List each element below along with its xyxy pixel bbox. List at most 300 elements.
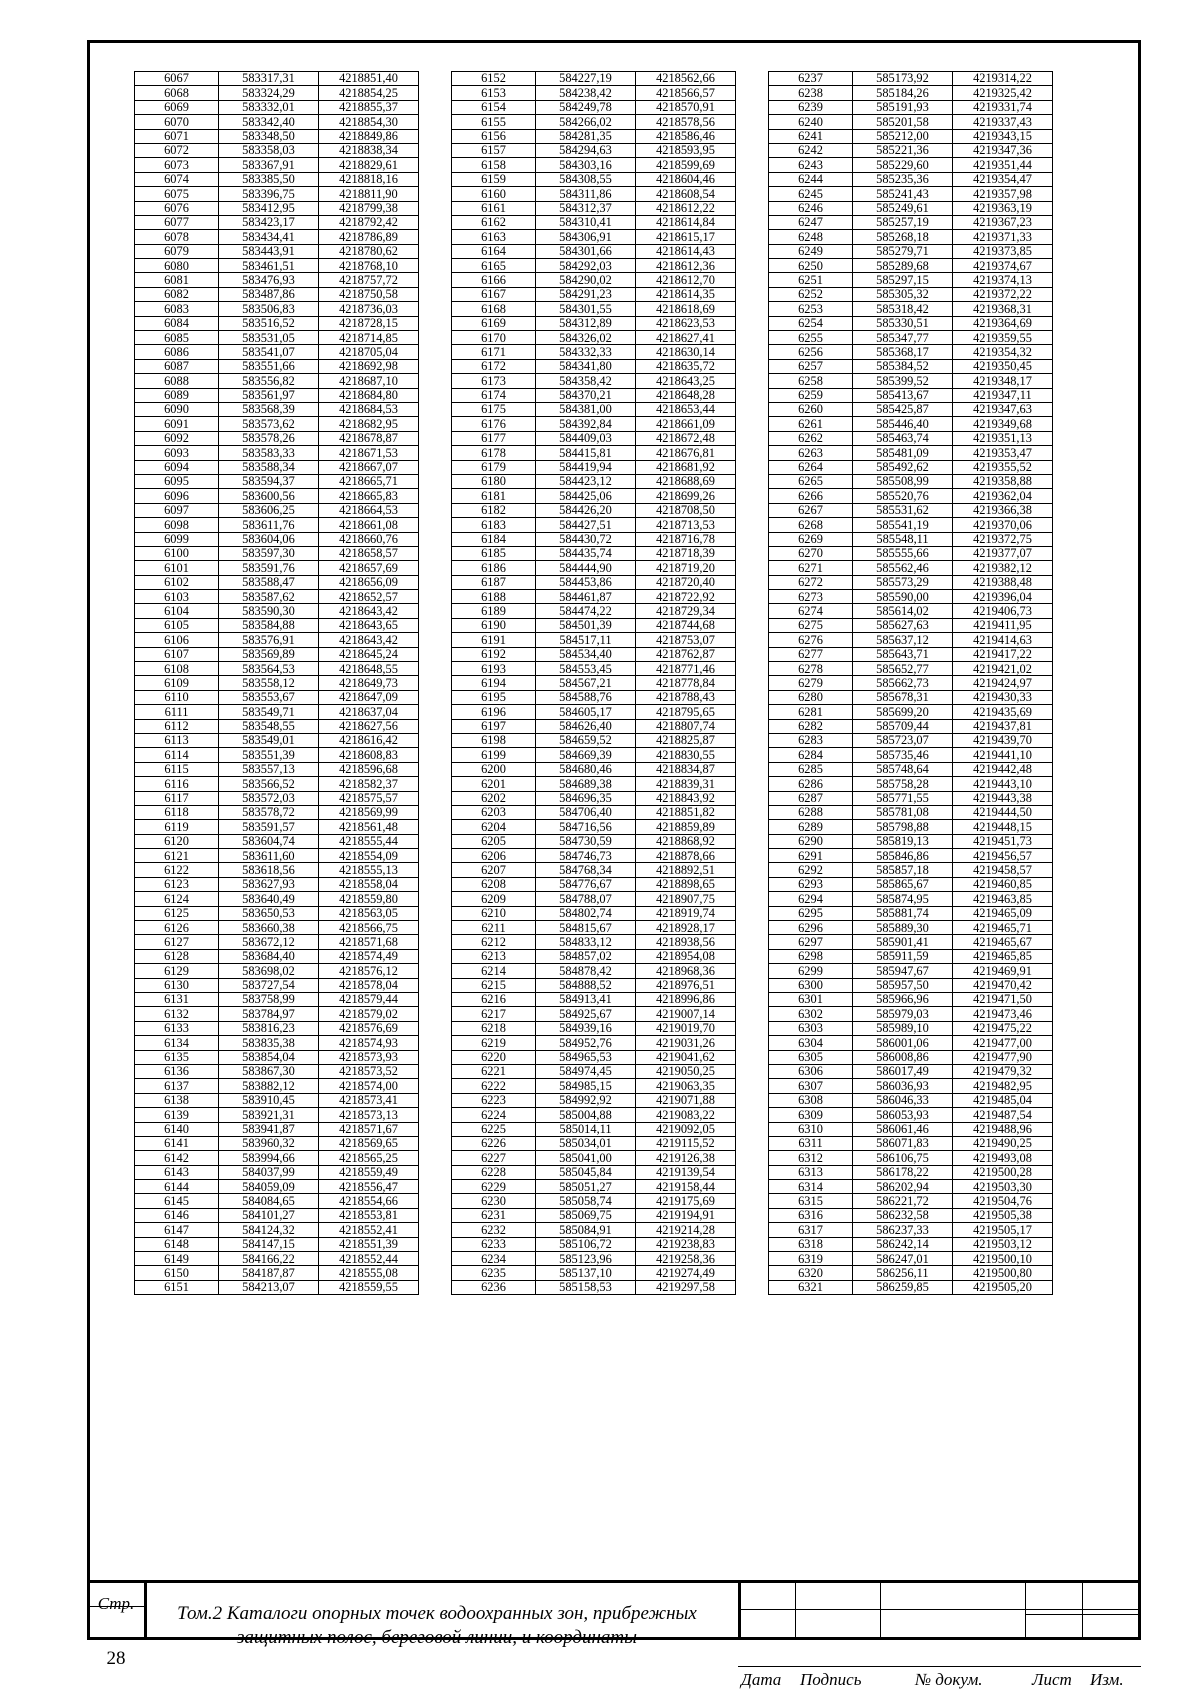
x-coordinate-cell: 584788,07 — [536, 892, 636, 906]
x-coordinate-cell: 586036,93 — [853, 1079, 953, 1093]
y-coordinate-cell: 4219297,58 — [636, 1280, 736, 1294]
y-coordinate-cell: 4219139,54 — [636, 1165, 736, 1179]
point-number-cell: 6216 — [452, 993, 536, 1007]
point-number-cell: 6226 — [452, 1136, 536, 1150]
x-coordinate-cell: 583854,04 — [219, 1050, 319, 1064]
y-coordinate-cell: 4219417,22 — [953, 647, 1053, 661]
table-row — [135, 1021, 419, 1035]
x-coordinate-cell: 583578,26 — [219, 431, 319, 445]
stamp-divider — [1025, 1614, 1141, 1615]
point-number-cell: 6302 — [769, 1007, 853, 1021]
point-number-cell: 6141 — [135, 1136, 219, 1150]
y-coordinate-cell: 4218664,53 — [319, 503, 419, 517]
y-coordinate-cell: 4218658,57 — [319, 546, 419, 560]
point-number-cell: 6131 — [135, 993, 219, 1007]
point-number-cell: 6110 — [135, 690, 219, 704]
y-coordinate-cell: 4218661,08 — [319, 518, 419, 532]
point-number-cell: 6087 — [135, 359, 219, 373]
point-number-cell: 6308 — [769, 1093, 853, 1107]
x-coordinate-cell: 585562,46 — [853, 561, 953, 575]
point-number-cell: 6201 — [452, 777, 536, 791]
table-row — [452, 1093, 736, 1107]
table-row — [135, 273, 419, 287]
table-row — [135, 230, 419, 244]
x-coordinate-cell: 583569,89 — [219, 647, 319, 661]
x-coordinate-cell: 586237,33 — [853, 1223, 953, 1237]
table-row — [452, 417, 736, 431]
point-number-cell: 6157 — [452, 143, 536, 157]
table-row — [135, 1180, 419, 1194]
y-coordinate-cell: 4218843,92 — [636, 791, 736, 805]
x-coordinate-cell: 584776,67 — [536, 877, 636, 891]
x-coordinate-cell: 585289,68 — [853, 259, 953, 273]
table-row — [769, 1050, 1053, 1064]
table-row — [769, 446, 1053, 460]
table-row — [135, 590, 419, 604]
y-coordinate-cell: 4218788,43 — [636, 690, 736, 704]
y-coordinate-cell: 4219479,32 — [953, 1064, 1053, 1078]
y-coordinate-cell: 4219367,23 — [953, 215, 1053, 229]
y-coordinate-cell: 4219126,38 — [636, 1151, 736, 1165]
point-number-cell: 6119 — [135, 820, 219, 834]
y-coordinate-cell: 4218645,24 — [319, 647, 419, 661]
table-row — [769, 662, 1053, 676]
y-coordinate-cell: 4218665,71 — [319, 474, 419, 488]
y-coordinate-cell: 4218566,75 — [319, 921, 419, 935]
table-row — [769, 244, 1053, 258]
x-coordinate-cell: 583385,50 — [219, 172, 319, 186]
point-number-cell: 6265 — [769, 474, 853, 488]
table-row — [135, 546, 419, 560]
table-row — [452, 1280, 736, 1294]
x-coordinate-cell: 585957,50 — [853, 978, 953, 992]
y-coordinate-cell: 4219337,43 — [953, 115, 1053, 129]
x-coordinate-cell: 583921,31 — [219, 1108, 319, 1122]
table-row — [135, 1136, 419, 1150]
point-number-cell: 6309 — [769, 1108, 853, 1122]
y-coordinate-cell: 4218744,68 — [636, 618, 736, 632]
y-coordinate-cell: 4218618,69 — [636, 302, 736, 316]
point-number-cell: 6257 — [769, 359, 853, 373]
y-coordinate-cell: 4219377,07 — [953, 546, 1053, 560]
x-coordinate-cell: 584341,80 — [536, 359, 636, 373]
point-number-cell: 6170 — [452, 331, 536, 345]
table-row — [452, 518, 736, 532]
table-row — [135, 518, 419, 532]
point-number-cell: 6118 — [135, 805, 219, 819]
x-coordinate-cell: 585865,67 — [853, 877, 953, 891]
table-row — [769, 647, 1053, 661]
x-coordinate-cell: 585874,95 — [853, 892, 953, 906]
table-row — [452, 877, 736, 891]
x-coordinate-cell: 584992,92 — [536, 1093, 636, 1107]
point-number-cell: 6069 — [135, 100, 219, 114]
x-coordinate-cell: 584266,02 — [536, 115, 636, 129]
x-coordinate-cell: 584626,40 — [536, 719, 636, 733]
y-coordinate-cell: 4218579,44 — [319, 993, 419, 1007]
table-row — [452, 1122, 736, 1136]
y-coordinate-cell: 4218599,69 — [636, 158, 736, 172]
table-row — [135, 1208, 419, 1222]
x-coordinate-cell: 585662,73 — [853, 676, 953, 690]
y-coordinate-cell: 4218574,49 — [319, 949, 419, 963]
x-coordinate-cell: 586232,58 — [853, 1208, 953, 1222]
y-coordinate-cell: 4219331,74 — [953, 100, 1053, 114]
point-number-cell: 6232 — [452, 1223, 536, 1237]
y-coordinate-cell: 4219071,88 — [636, 1093, 736, 1107]
y-coordinate-cell: 4218648,28 — [636, 388, 736, 402]
y-coordinate-cell: 4218643,42 — [319, 633, 419, 647]
point-number-cell: 6217 — [452, 1007, 536, 1021]
y-coordinate-cell: 4219448,15 — [953, 820, 1053, 834]
x-coordinate-cell: 584312,89 — [536, 316, 636, 330]
table-row — [135, 417, 419, 431]
y-coordinate-cell: 4219477,90 — [953, 1050, 1053, 1064]
point-number-cell: 6220 — [452, 1050, 536, 1064]
table-row — [769, 1194, 1053, 1208]
point-number-cell: 6081 — [135, 273, 219, 287]
x-coordinate-cell: 583342,40 — [219, 115, 319, 129]
table-row — [769, 201, 1053, 215]
x-coordinate-cell: 583548,55 — [219, 719, 319, 733]
table-row — [452, 906, 736, 920]
x-coordinate-cell: 584281,35 — [536, 129, 636, 143]
table-row — [135, 1122, 419, 1136]
table-row — [452, 647, 736, 661]
x-coordinate-cell: 583606,25 — [219, 503, 319, 517]
y-coordinate-cell: 4218825,87 — [636, 733, 736, 747]
x-coordinate-cell: 584425,06 — [536, 489, 636, 503]
y-coordinate-cell: 4218614,43 — [636, 244, 736, 258]
point-number-cell: 6231 — [452, 1208, 536, 1222]
point-number-cell: 6109 — [135, 676, 219, 690]
point-number-cell: 6181 — [452, 489, 536, 503]
point-number-cell: 6293 — [769, 877, 853, 891]
table-row — [135, 115, 419, 129]
table-row — [452, 834, 736, 848]
x-coordinate-cell: 583423,17 — [219, 215, 319, 229]
point-number-cell: 6114 — [135, 748, 219, 762]
point-number-cell: 6101 — [135, 561, 219, 575]
table-row — [135, 618, 419, 632]
page-number: 28 — [106, 1648, 126, 1669]
table-row — [769, 1237, 1053, 1251]
x-coordinate-cell: 583367,91 — [219, 158, 319, 172]
table-row — [135, 748, 419, 762]
y-coordinate-cell: 4218643,42 — [319, 604, 419, 618]
point-number-cell: 6075 — [135, 187, 219, 201]
table-row — [452, 489, 736, 503]
table-row — [769, 762, 1053, 776]
table-row — [769, 1122, 1053, 1136]
table-row — [769, 676, 1053, 690]
x-coordinate-cell: 584430,72 — [536, 532, 636, 546]
x-coordinate-cell: 584952,76 — [536, 1036, 636, 1050]
point-number-cell: 6207 — [452, 863, 536, 877]
x-coordinate-cell: 585041,00 — [536, 1151, 636, 1165]
table-row — [135, 705, 419, 719]
x-coordinate-cell: 584301,66 — [536, 244, 636, 258]
table-row — [769, 690, 1053, 704]
point-number-cell: 6244 — [769, 172, 853, 186]
y-coordinate-cell: 4218559,80 — [319, 892, 419, 906]
x-coordinate-cell: 583551,66 — [219, 359, 319, 373]
point-number-cell: 6111 — [135, 705, 219, 719]
y-coordinate-cell: 4219238,83 — [636, 1237, 736, 1251]
x-coordinate-cell: 583600,56 — [219, 489, 319, 503]
x-coordinate-cell: 585614,02 — [853, 604, 953, 618]
table-row — [452, 230, 736, 244]
x-coordinate-cell: 585106,72 — [536, 1237, 636, 1251]
y-coordinate-cell: 4219366,38 — [953, 503, 1053, 517]
table-row — [452, 978, 736, 992]
table-row — [135, 921, 419, 935]
table-row — [135, 777, 419, 791]
table-row — [135, 431, 419, 445]
point-number-cell: 6160 — [452, 187, 536, 201]
table-row — [769, 733, 1053, 747]
table-row — [452, 446, 736, 460]
stamp-divider — [880, 1580, 881, 1640]
y-coordinate-cell: 4218762,87 — [636, 647, 736, 661]
y-coordinate-cell: 4218729,34 — [636, 604, 736, 618]
table-row — [769, 115, 1053, 129]
table-row — [452, 503, 736, 517]
y-coordinate-cell: 4218928,17 — [636, 921, 736, 935]
x-coordinate-cell: 583516,52 — [219, 316, 319, 330]
y-coordinate-cell: 4218554,66 — [319, 1194, 419, 1208]
table-row — [769, 431, 1053, 445]
y-coordinate-cell: 4218795,65 — [636, 705, 736, 719]
x-coordinate-cell: 585051,27 — [536, 1180, 636, 1194]
x-coordinate-cell: 585212,00 — [853, 129, 953, 143]
y-coordinate-cell: 4218778,84 — [636, 676, 736, 690]
point-number-cell: 6320 — [769, 1266, 853, 1280]
y-coordinate-cell: 4218627,41 — [636, 331, 736, 345]
point-number-cell: 6137 — [135, 1079, 219, 1093]
table-row — [135, 172, 419, 186]
x-coordinate-cell: 583597,30 — [219, 546, 319, 560]
y-coordinate-cell: 4218671,53 — [319, 446, 419, 460]
point-number-cell: 6240 — [769, 115, 853, 129]
y-coordinate-cell: 4219421,02 — [953, 662, 1053, 676]
point-number-cell: 6116 — [135, 777, 219, 791]
table-row — [769, 273, 1053, 287]
table-row — [135, 719, 419, 733]
table-row — [452, 618, 736, 632]
point-number-cell: 6197 — [452, 719, 536, 733]
table-row — [452, 402, 736, 416]
point-number-cell: 6148 — [135, 1237, 219, 1251]
table-row — [452, 374, 736, 388]
x-coordinate-cell: 584311,86 — [536, 187, 636, 201]
table-row — [135, 1280, 419, 1294]
table-row — [452, 733, 736, 747]
x-coordinate-cell: 583358,03 — [219, 143, 319, 157]
point-number-cell: 6281 — [769, 705, 853, 719]
table-row — [769, 230, 1053, 244]
point-number-cell: 6306 — [769, 1064, 853, 1078]
table-row — [769, 849, 1053, 863]
point-number-cell: 6321 — [769, 1280, 853, 1294]
x-coordinate-cell: 585819,13 — [853, 834, 953, 848]
point-number-cell: 6115 — [135, 762, 219, 776]
table-row — [135, 892, 419, 906]
table-row — [135, 791, 419, 805]
point-number-cell: 6158 — [452, 158, 536, 172]
y-coordinate-cell: 4219325,42 — [953, 86, 1053, 100]
x-coordinate-cell: 584669,39 — [536, 748, 636, 762]
table-row — [769, 1223, 1053, 1237]
x-coordinate-cell: 585229,60 — [853, 158, 953, 172]
x-coordinate-cell: 583594,37 — [219, 474, 319, 488]
point-number-cell: 6224 — [452, 1108, 536, 1122]
y-coordinate-cell: 4219371,33 — [953, 230, 1053, 244]
y-coordinate-cell: 4218552,41 — [319, 1223, 419, 1237]
y-coordinate-cell: 4218996,86 — [636, 993, 736, 1007]
x-coordinate-cell: 583578,72 — [219, 805, 319, 819]
y-coordinate-cell: 4218728,15 — [319, 316, 419, 330]
x-coordinate-cell: 584101,27 — [219, 1208, 319, 1222]
x-coordinate-cell: 585268,18 — [853, 230, 953, 244]
table-row — [769, 964, 1053, 978]
table-row — [769, 834, 1053, 848]
point-number-cell: 6262 — [769, 431, 853, 445]
point-number-cell: 6144 — [135, 1180, 219, 1194]
table-row — [135, 402, 419, 416]
x-coordinate-cell: 583506,83 — [219, 302, 319, 316]
x-coordinate-cell: 583835,38 — [219, 1036, 319, 1050]
y-coordinate-cell: 4219158,44 — [636, 1180, 736, 1194]
x-coordinate-cell: 584423,12 — [536, 474, 636, 488]
y-coordinate-cell: 4218612,70 — [636, 273, 736, 287]
y-coordinate-cell: 4218608,54 — [636, 187, 736, 201]
y-coordinate-cell: 4219463,85 — [953, 892, 1053, 906]
point-number-cell: 6215 — [452, 978, 536, 992]
table-row — [135, 1064, 419, 1078]
x-coordinate-cell: 585201,58 — [853, 115, 953, 129]
point-number-cell: 6277 — [769, 647, 853, 661]
y-coordinate-cell: 4219493,08 — [953, 1151, 1053, 1165]
point-number-cell: 6136 — [135, 1064, 219, 1078]
point-number-cell: 6276 — [769, 633, 853, 647]
y-coordinate-cell: 4218834,87 — [636, 762, 736, 776]
table-row — [769, 863, 1053, 877]
document-title: Том.2 Каталоги опорных точек водоохранных зон, прибрежных защитных полос, береговой линии, и координаты — [177, 1603, 697, 1648]
point-number-cell: 6077 — [135, 215, 219, 229]
x-coordinate-cell: 585846,86 — [853, 849, 953, 863]
point-number-cell: 6270 — [769, 546, 853, 560]
x-coordinate-cell: 584332,33 — [536, 345, 636, 359]
table-row — [452, 316, 736, 330]
y-coordinate-cell: 4219477,00 — [953, 1036, 1053, 1050]
y-coordinate-cell: 4218573,41 — [319, 1093, 419, 1107]
table-row — [135, 331, 419, 345]
table-row — [769, 374, 1053, 388]
x-coordinate-cell: 583727,54 — [219, 978, 319, 992]
point-number-cell: 6147 — [135, 1223, 219, 1237]
point-number-cell: 6202 — [452, 791, 536, 805]
x-coordinate-cell: 585330,51 — [853, 316, 953, 330]
x-coordinate-cell: 584925,67 — [536, 1007, 636, 1021]
y-coordinate-cell: 4219406,73 — [953, 604, 1053, 618]
point-number-cell: 6314 — [769, 1180, 853, 1194]
point-number-cell: 6283 — [769, 733, 853, 747]
table-row — [135, 1151, 419, 1165]
x-coordinate-cell: 583572,03 — [219, 791, 319, 805]
table-row — [769, 705, 1053, 719]
x-coordinate-cell: 583588,47 — [219, 575, 319, 589]
table-row — [135, 388, 419, 402]
y-coordinate-cell: 4218575,57 — [319, 791, 419, 805]
table-row — [769, 1093, 1053, 1107]
y-coordinate-cell: 4219505,20 — [953, 1280, 1053, 1294]
stamp-divider — [738, 1580, 741, 1640]
x-coordinate-cell: 583556,82 — [219, 374, 319, 388]
table-row — [452, 604, 736, 618]
table-row — [452, 777, 736, 791]
x-coordinate-cell: 584802,74 — [536, 906, 636, 920]
table-row — [452, 633, 736, 647]
y-coordinate-cell: 4218552,44 — [319, 1252, 419, 1266]
point-number-cell: 6261 — [769, 417, 853, 431]
point-number-cell: 6196 — [452, 705, 536, 719]
y-coordinate-cell: 4219485,04 — [953, 1093, 1053, 1107]
y-coordinate-cell: 4218649,73 — [319, 676, 419, 690]
point-number-cell: 6218 — [452, 1021, 536, 1035]
point-number-cell: 6191 — [452, 633, 536, 647]
y-coordinate-cell: 4218705,04 — [319, 345, 419, 359]
y-coordinate-cell: 4219482,95 — [953, 1079, 1053, 1093]
table-row — [769, 359, 1053, 373]
y-coordinate-cell: 4219475,22 — [953, 1021, 1053, 1035]
x-coordinate-cell: 584965,53 — [536, 1050, 636, 1064]
y-coordinate-cell: 4218571,68 — [319, 935, 419, 949]
x-coordinate-cell: 585123,96 — [536, 1252, 636, 1266]
x-coordinate-cell: 585735,46 — [853, 748, 953, 762]
point-number-cell: 6235 — [452, 1266, 536, 1280]
table-row — [135, 259, 419, 273]
y-coordinate-cell: 4219442,48 — [953, 762, 1053, 776]
y-coordinate-cell: 4218672,48 — [636, 431, 736, 445]
stamp-divider — [1082, 1580, 1083, 1640]
point-number-cell: 6122 — [135, 863, 219, 877]
point-number-cell: 6171 — [452, 345, 536, 359]
x-coordinate-cell: 585531,62 — [853, 503, 953, 517]
point-number-cell: 6280 — [769, 690, 853, 704]
x-coordinate-cell: 584517,11 — [536, 633, 636, 647]
x-coordinate-cell: 584474,22 — [536, 604, 636, 618]
table-row — [135, 647, 419, 661]
table-row — [135, 1079, 419, 1093]
x-coordinate-cell: 583584,88 — [219, 618, 319, 632]
table-row — [135, 1007, 419, 1021]
x-coordinate-cell: 584409,03 — [536, 431, 636, 445]
point-number-cell: 6094 — [135, 460, 219, 474]
x-coordinate-cell: 585347,77 — [853, 331, 953, 345]
table-row — [769, 1136, 1053, 1150]
table-row — [769, 215, 1053, 229]
table-row — [135, 1266, 419, 1280]
table-row — [769, 604, 1053, 618]
y-coordinate-cell: 4218676,81 — [636, 446, 736, 460]
table-row — [452, 287, 736, 301]
x-coordinate-cell: 585184,26 — [853, 86, 953, 100]
x-coordinate-cell: 584435,74 — [536, 546, 636, 560]
point-number-cell: 6238 — [769, 86, 853, 100]
y-coordinate-cell: 4218565,25 — [319, 1151, 419, 1165]
x-coordinate-cell: 583434,41 — [219, 230, 319, 244]
